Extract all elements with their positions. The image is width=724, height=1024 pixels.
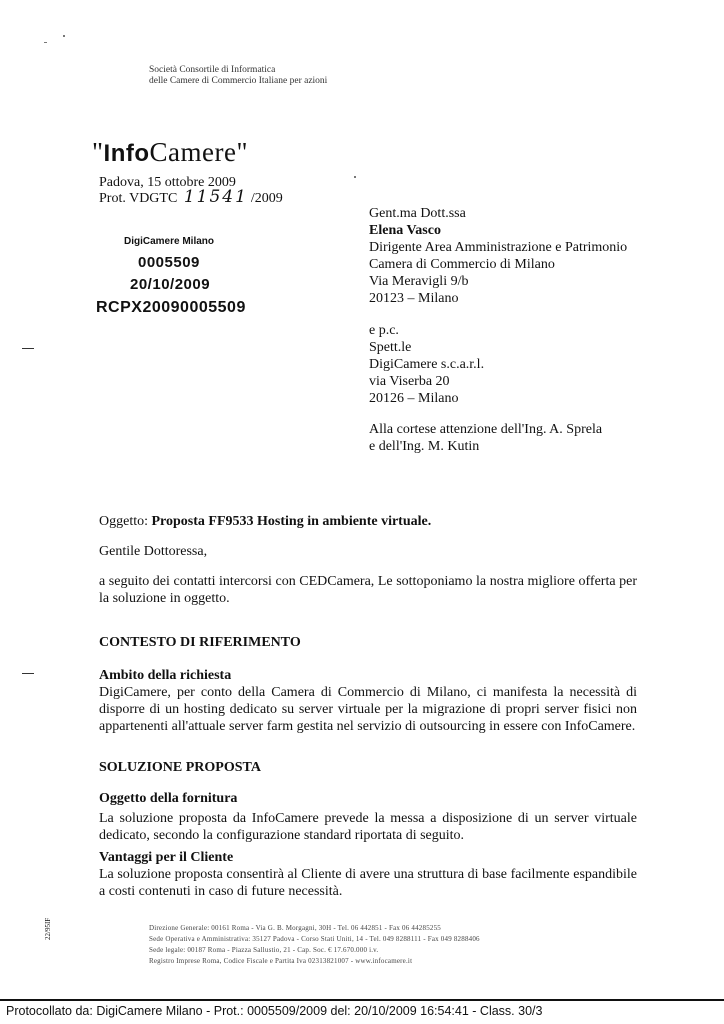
section2-sub2: Vantaggi per il Cliente [99, 850, 234, 865]
scan-mark [44, 42, 47, 43]
letterhead-footer [149, 923, 480, 967]
margin-mark [22, 348, 34, 349]
recipient-name: Elena Vasco [369, 223, 441, 238]
cc-attn1: Alla cortese attenzione dell'Ing. A. Sprela [369, 422, 603, 437]
infocamere-logo [92, 137, 248, 168]
stamp-number: 0005509 [138, 254, 200, 271]
recipient-city: 20123 – Milano [369, 291, 459, 306]
stamp-office: DigiCamere Milano [124, 236, 215, 247]
protocol-bar-rule [0, 999, 724, 1001]
footer-line1: Direzione Generale: 00161 Roma - Via G. B. Morgagni, 30H - Tel. 06 442851 - Fax 06 44285255 [149, 924, 441, 932]
recipient-address [369, 205, 627, 307]
footer-line4: Registro Imprese Roma, Codice Fiscale e Partita Iva 02313821007 - www.infocamere.it [149, 957, 413, 965]
scan-mark [63, 35, 65, 37]
prot-suffix: /2009 [250, 191, 283, 206]
subject-text: Proposta FF9533 Hosting in ambiente virtuale. [151, 514, 432, 529]
stamp-date: 20/10/2009 [130, 276, 211, 293]
prot-handwritten: 11541 [183, 187, 248, 207]
scan-mark [354, 176, 356, 178]
intro-paragraph: a seguito dei contatti intercorsi con CEDCamera, Le sottoponiamo la nostra migliore offerta per la soluzione in oggetto. [99, 574, 637, 606]
section1-title: CONTESTO DI RIFERIMENTO [99, 635, 301, 650]
cc-street: via Viserba 20 [369, 374, 450, 389]
protocol-bar: Protocollato da: DigiCamere Milano - Prot.: 0005509/2009 del: 20/10/2009 16:54:41 - Class. 30/3 [6, 1004, 543, 1018]
place-date: Padova, 15 ottobre 2009 [99, 175, 236, 190]
logo-close-quote: " [236, 137, 248, 167]
recipient-role: Dirigente Area Amministrazione e Patrimonio [369, 240, 628, 255]
margin-mark [22, 673, 34, 674]
stamp-code: RCPX20090005509 [96, 299, 246, 316]
section2-text1: La soluzione proposta da InfoCamere prevede la messa a disposizione di un server virtuale dedicato, secondo la configurazione standard riportata di seguito. [99, 811, 637, 843]
section2-title: SOLUZIONE PROPOSTA [99, 760, 261, 775]
cc-city: 20126 – Milano [369, 391, 459, 406]
company-line2: delle Camere di Commercio Italiane per azioni [149, 76, 328, 86]
logo-open-quote: " [92, 137, 104, 167]
footer-line3: Sede legale: 00187 Roma - Piazza Sallustio, 21 - Cap. Soc. € 17.670.000 i.v. [149, 946, 379, 954]
cc-org: DigiCamere s.c.a.r.l. [369, 357, 485, 372]
protocol-line [99, 189, 283, 207]
recipient-org: Camera di Commercio di Milano [369, 257, 555, 272]
company-line1: Società Consortile di Informatica [149, 65, 276, 75]
footer-line2: Sede Operativa e Amministrativa: 35127 Padova - Corso Stati Uniti, 14 - Tel. 049 8288111 - Fax 049 8288406 [149, 935, 480, 943]
cc-attn2: e dell'Ing. M. Kutin [369, 439, 480, 454]
company-description [149, 65, 327, 87]
recipient-salutation: Gent.ma Dott.ssa [369, 206, 466, 221]
prot-prefix: Prot. VDGTC [99, 191, 178, 206]
logo-camere: Camere [149, 137, 237, 167]
cc-address [369, 322, 602, 455]
logo-info: Info [103, 140, 150, 167]
subject-line [99, 513, 431, 530]
recipient-street: Via Meravigli 9/b [369, 274, 469, 289]
greeting: Gentile Dottoressa, [99, 544, 208, 559]
subject-label: Oggetto: [99, 514, 148, 529]
protocol-stamp [96, 236, 296, 317]
section1-subtitle: Ambito della richiesta [99, 668, 232, 683]
section2-sub1: Oggetto della fornitura [99, 791, 238, 806]
section1-text: DigiCamere, per conto della Camera di Commercio di Milano, ci manifesta la necessità di disporre di un hosting dedicato su server virtuale per la migrazione di propri server fisici non appartenenti all'attuale server farm gestita nel servizio di outsourcing in essere con InfoCamere. [99, 685, 637, 734]
section2-text2: La soluzione proposta consentirà al Cliente di avere una struttura di base facilmente espandibile a costi contenuti in caso di future necessità. [99, 867, 637, 899]
cc-salutation: Spett.le [369, 340, 412, 355]
cc-label: e p.c. [369, 323, 399, 338]
side-code: 22/95IF [44, 917, 52, 940]
